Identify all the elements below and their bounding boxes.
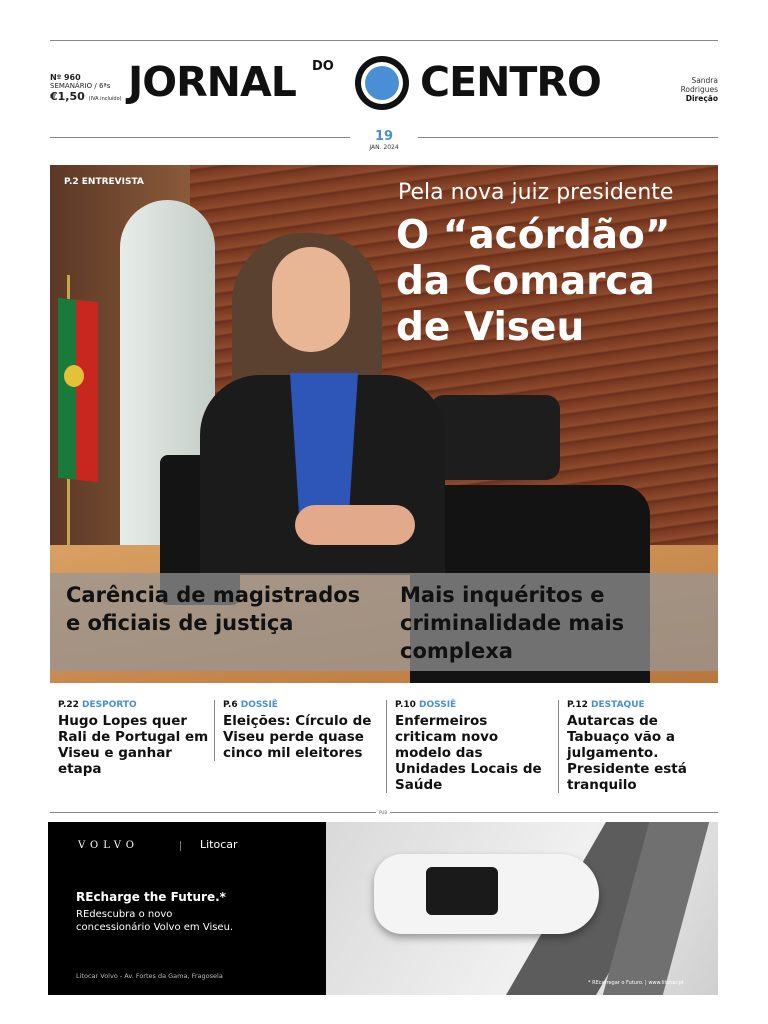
teaser-headline: Hugo Lopes quer Rali de Portugal em Viseu e ganhar etapa — [58, 713, 209, 777]
issue-number: Nº 960 — [50, 73, 81, 82]
hero-title[interactable]: O “acórdão” da Comarca de Viseu — [396, 213, 671, 350]
ad-divider — [180, 841, 181, 851]
teaser-row — [50, 700, 718, 800]
price-note: (IVA incluído) — [88, 96, 122, 102]
director-info — [681, 76, 718, 103]
flag-seal-icon — [64, 365, 84, 387]
issue-info — [50, 73, 122, 105]
teaser-kicker: P.12 DESTAQUE — [567, 700, 645, 710]
pub-label: PUB — [376, 810, 390, 815]
judge-face — [272, 247, 350, 352]
teaser-desporto[interactable] — [50, 700, 210, 777]
hero-deck-left: Carência de magistrados e oficiais de justiça — [66, 583, 361, 635]
teaser-kicker: P.10 DOSSIÊ — [395, 700, 457, 710]
newspaper-logo[interactable] — [128, 52, 632, 112]
teaser-kicker: P.6 DOSSIÊ — [223, 700, 278, 710]
portugal-flag-icon — [58, 298, 98, 482]
ad-tagline: REcharge the Future.* — [76, 890, 226, 904]
judge-hands — [295, 505, 415, 545]
teaser-eleicoes[interactable] — [214, 700, 374, 761]
date-month-year: JAN. 2024 — [369, 144, 399, 151]
teaser-headline: Autarcas de Tabuaço vão a julgamento. Presidente está tranquilo — [567, 713, 687, 793]
hero-deck-right: Mais inquéritos e criminalidade mais complexa — [400, 583, 625, 663]
logo-word-do: DO — [312, 59, 334, 74]
ad-copy: REdescubra o novo concessionário Volvo em Viseu. — [76, 909, 234, 933]
volvo-advertisement[interactable] — [48, 822, 718, 995]
volvo-wordmark: VOLVO — [78, 840, 139, 851]
logo-word-centro: CENTRO — [420, 58, 601, 106]
ad-address: Litocar Volvo - Av. Fortes da Gama, Fragosela — [76, 972, 223, 980]
ad-image-panel — [326, 822, 718, 995]
logo-eye-icon — [353, 54, 411, 112]
director-role: Direção — [685, 94, 718, 103]
logo-word-jornal: JORNAL — [128, 58, 296, 106]
teaser-headline: Eleições: Círculo de Viseu perde quase cinco mil eleitores — [223, 713, 372, 761]
ad-text-panel — [48, 822, 326, 995]
top-rule — [50, 40, 718, 41]
director-first-name: Sandra — [691, 76, 718, 85]
chair-headrest — [430, 395, 560, 480]
director-last-name: Rodrigues — [680, 85, 718, 94]
frequency: SEMANÁRIO / 6ªs — [50, 82, 111, 90]
teaser-enfermeiros[interactable] — [386, 700, 546, 793]
hero-subtitle: Pela nova juiz presidente — [398, 180, 674, 205]
cover-story[interactable] — [50, 165, 718, 683]
date-day: 19 — [374, 129, 394, 144]
hero-kicker: P.2 ENTREVISTA — [64, 177, 144, 187]
teaser-tabuaco[interactable] — [558, 700, 718, 793]
issue-date — [350, 130, 418, 151]
car-roof — [426, 867, 498, 915]
ad-footnote[interactable]: * REcarregar o Futuro. | www.litocar.pt — [588, 980, 684, 986]
teaser-kicker: P.22 DESPORTO — [58, 700, 137, 710]
dealer-name: Litocar — [200, 838, 238, 851]
teaser-headline: Enfermeiros criticam novo modelo das Unidades Locais de Saúde — [395, 713, 542, 793]
price: €1,50 (IVA incluído) — [50, 90, 122, 103]
